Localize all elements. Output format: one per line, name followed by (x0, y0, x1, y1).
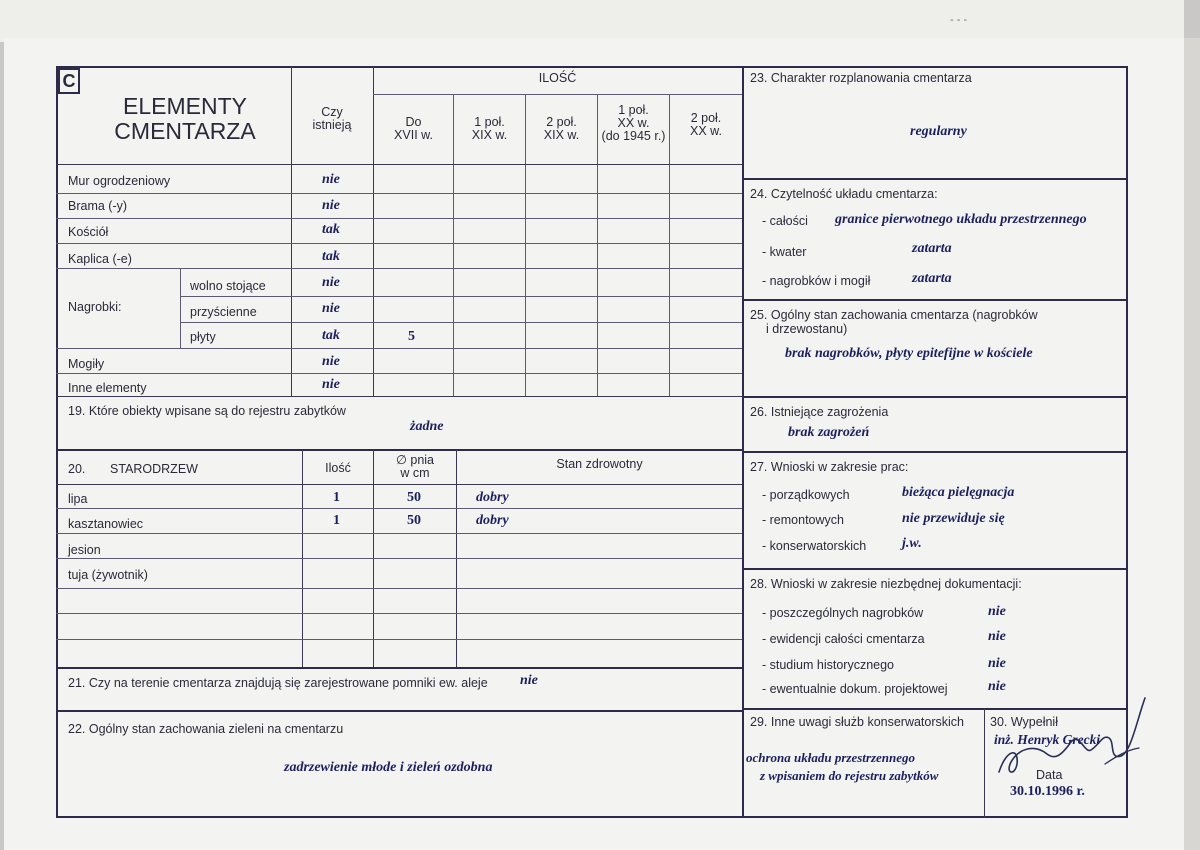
element-label: Inne elementy (68, 381, 147, 395)
q26-top-line (742, 396, 1128, 398)
q29-answer-line2: z wpisaniem do rejestru zabytków (760, 768, 939, 783)
q27-item-answer: nie przewiduje się (902, 511, 1005, 526)
period-text: 1 poł. (618, 103, 649, 117)
row-line (56, 268, 742, 269)
q30-name: inż. Henryk Grecki (994, 732, 1101, 747)
row-line (180, 296, 742, 297)
elements-col-divider (291, 66, 292, 396)
q22-top-line (56, 710, 742, 712)
q20-row-line (56, 613, 742, 614)
tree-name: jesion (68, 543, 101, 557)
tree-count: 1 (333, 513, 340, 528)
q20-top-line (56, 449, 742, 451)
element-label: Brama (-y) (68, 199, 128, 213)
period-header (526, 116, 597, 142)
paper-edge (1184, 38, 1200, 850)
row-line (180, 322, 742, 323)
element-exists: nie (322, 301, 340, 316)
q20-diameter-header (374, 454, 456, 480)
elements-header-line (56, 164, 742, 165)
period-header (374, 116, 453, 142)
element-exists: tak (322, 328, 340, 343)
tree-diameter: 50 (407, 490, 421, 505)
period-header (670, 112, 742, 138)
element-exists: nie (322, 198, 340, 213)
q23-answer: regularny (910, 124, 967, 139)
q28-item-label: - poszczególnych nagrobków (762, 606, 924, 620)
q26-answer: brak zagrożeń (788, 425, 870, 440)
q24-item-label: - nagrobków i mogił (762, 274, 871, 288)
scan-mark: - - - (950, 14, 968, 26)
q27-label: 27. Wnioski w zakresie prac: (750, 460, 909, 474)
q30-date-label: Data (1036, 768, 1063, 782)
q28-item-label: - studium historycznego (762, 658, 895, 672)
row-line (56, 348, 742, 349)
element-exists: tak (322, 249, 340, 264)
q26-label: 26. Istniejące zagrożenia (750, 405, 889, 419)
quantity-header-line (373, 94, 742, 95)
q20-row-line (56, 558, 742, 559)
q21-top-line (56, 667, 742, 669)
q27-item-label: - remontowych (762, 513, 844, 527)
tree-diameter: 50 (407, 513, 421, 528)
q20-row-line (56, 533, 742, 534)
q27-item-label: - konserwatorskich (762, 539, 867, 553)
elements-title-line2: CMENTARZA (114, 118, 256, 144)
q28-top-line (742, 568, 1128, 570)
period-text: XX w. (690, 124, 722, 138)
period-text: XIX w. (471, 128, 508, 142)
signature-image (975, 690, 1165, 790)
q27-top-line (742, 451, 1128, 453)
q27-item-label: - porządkowych (762, 488, 850, 502)
row-line (56, 218, 742, 219)
element-label: Kaplica (-e) (68, 252, 132, 266)
q27-item-answer: bieżąca pielęgnacja (902, 485, 1015, 500)
element-exists: tak (322, 222, 340, 237)
q20-diameter-header-line2: w cm (400, 466, 430, 480)
element-label: płyty (190, 330, 216, 344)
row-line (56, 373, 742, 374)
q28-item-label: - ewentualnie dokum. projektowej (762, 682, 948, 696)
q20-number: 20. (68, 462, 86, 476)
q24-item-answer: granice pierwotnego układu przestrzennego (835, 212, 1087, 227)
element-quantity: 5 (408, 329, 415, 344)
row-line (56, 193, 742, 194)
period-divider (669, 94, 670, 396)
q20-row-line (56, 588, 742, 589)
q28-item-label: - ewidencji całości cmentarza (762, 632, 925, 646)
period-text: XIX w. (543, 128, 580, 142)
q19-label: 19. Które obiekty wpisane są do rejestru zabytków (68, 404, 346, 418)
element-label: wolno stojące (190, 279, 266, 293)
q28-item-answer: nie (988, 629, 1006, 644)
q22-answer: zadrzewienie młode i zieleń ozdobna (284, 760, 493, 775)
q24-item-label: - kwater (762, 245, 807, 259)
q19-answer: żadne (410, 419, 444, 434)
period-text: XX w. (617, 116, 650, 130)
q27-item-answer: j.w. (902, 536, 922, 551)
period-text: (do 1945 r.) (601, 129, 666, 143)
q30-label: 30. Wypełnił (990, 715, 1058, 729)
element-label: Kościół (68, 225, 109, 239)
q30-date: 30.10.1996 r. (1010, 784, 1085, 799)
q25-label-line2: i drzewostanu) (766, 322, 848, 336)
quantity-header: ILOŚĆ (538, 71, 577, 85)
q29-answer-line1: ochrona układu przestrzennego (746, 750, 916, 765)
q24-top-line (742, 178, 1128, 180)
element-exists: nie (322, 172, 340, 187)
element-label: przyścienne (190, 305, 257, 319)
q20-diameter-header-line1: ∅ pnia (396, 453, 434, 467)
q20-label: STARODRZEW (110, 462, 198, 476)
q28-item-answer: nie (988, 656, 1006, 671)
period-text: Do (405, 115, 422, 129)
period-text: 1 poł. (474, 115, 505, 129)
section-letter: C (58, 68, 80, 94)
tree-health: dobry (476, 490, 509, 505)
q20-health-header: Stan zdrowotny (556, 457, 643, 471)
q29-label: 29. Inne uwagi służb konserwatorskich (750, 715, 965, 729)
element-exists: nie (322, 354, 340, 369)
element-label: Mogiły (68, 357, 105, 371)
q20-row-line (56, 508, 742, 509)
nagrobki-divider (180, 268, 181, 348)
q24-item-answer: zatarta (912, 271, 952, 286)
q21-label: 21. Czy na terenie cmentarza znajdują się zarejestrowane pomniki ew. aleje (68, 676, 488, 690)
tree-name: lipa (68, 492, 88, 506)
element-label: Mur ogrodzeniowy (68, 174, 171, 188)
q19-top-line (56, 396, 742, 397)
q21-answer: nie (520, 673, 538, 688)
q24-item-label: - całości (762, 214, 808, 228)
period-header (598, 104, 669, 143)
tree-name: kasztanowiec (68, 517, 144, 531)
q28-item-answer: nie (988, 679, 1006, 694)
q25-top-line (742, 299, 1128, 301)
q20-row-line (56, 639, 742, 640)
tree-name: tuja (żywotnik) (68, 568, 148, 582)
exists-header-line1: Czy (321, 105, 343, 119)
period-text: XVII w. (394, 128, 433, 142)
elements-title-line1: ELEMENTY (123, 93, 247, 119)
q25-answer: brak nagrobków, płyty epitefijne w kościele (785, 346, 1033, 361)
q28-item-answer: nie (988, 604, 1006, 619)
q20-header-line (56, 484, 742, 485)
element-exists: nie (322, 275, 340, 290)
period-text: 2 poł. (546, 115, 577, 129)
paper-top-strip (0, 0, 1184, 42)
q28-label: 28. Wnioski w zakresie niezbędnej dokumentacji: (750, 577, 1022, 591)
q22-label: 22. Ogólny stan zachowania zieleni na cmentarzu (68, 722, 344, 736)
exists-header (295, 106, 369, 132)
period-text: 2 poł. (690, 111, 722, 125)
exists-header-line2: istnieją (312, 118, 352, 132)
element-exists: nie (322, 377, 340, 392)
q20-count-header: Ilość (325, 461, 351, 475)
elements-title (95, 94, 275, 144)
tree-health: dobry (476, 513, 509, 528)
q24-item-answer: zatarta (912, 241, 952, 256)
tree-count: 1 (333, 490, 340, 505)
row-line (56, 243, 742, 244)
q24-label: 24. Czytelność układu cmentarza: (750, 187, 938, 201)
q23-label: 23. Charakter rozplanowania cmentarza (750, 71, 972, 85)
nagrobki-label: Nagrobki: (68, 300, 122, 314)
q25-label-line1: 25. Ogólny stan zachowania cmentarza (nagrobków (750, 308, 1038, 322)
period-header (454, 116, 525, 142)
